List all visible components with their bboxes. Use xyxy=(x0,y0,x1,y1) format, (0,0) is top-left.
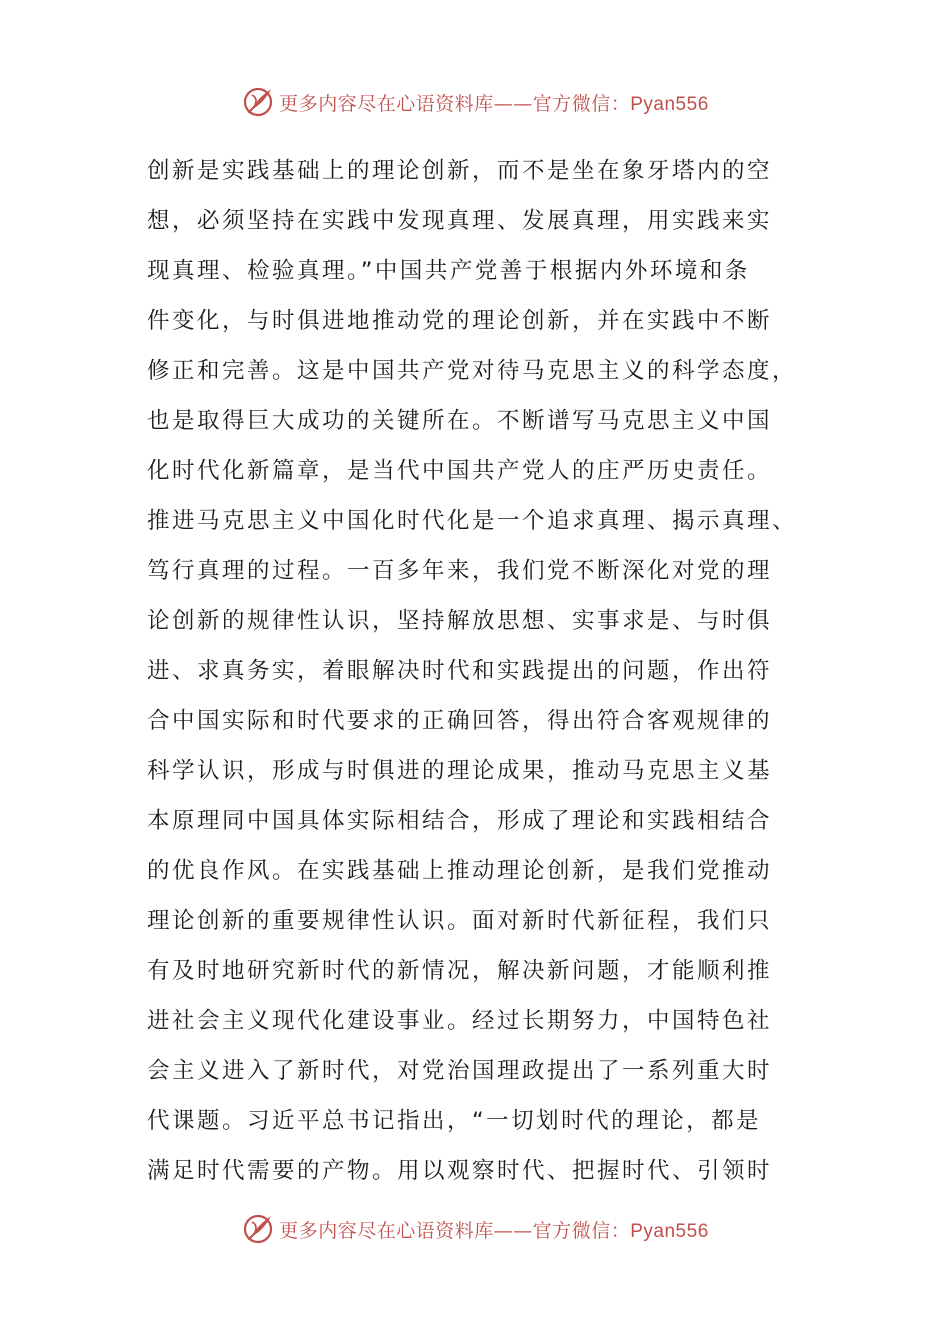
watermark-handle: Pyan556 xyxy=(630,93,709,115)
text-line: 创新是实践基础上的理论创新，而不是坐在象牙塔内的空 xyxy=(147,158,773,184)
text-line: 科学认识，形成与时俱进的理论成果，推动马克思主义基 xyxy=(147,758,773,784)
text-line: 推进马克思主义中国化时代化是一个追求真理、揭示真理、 xyxy=(147,508,798,534)
watermark-text xyxy=(279,1216,709,1243)
text-line: 论创新的规律性认识，坚持解放思想、实事求是、与时俱 xyxy=(147,608,773,634)
watermark-dash: —— xyxy=(493,1219,533,1242)
text-line: 会主义进入了新时代，对党治国理政提出了一系列重大时 xyxy=(147,1058,773,1084)
text-line: 也是取得巨大成功的关键所在。不断谱写马克思主义中国 xyxy=(147,408,773,434)
text-line: 件变化，与时俱进地推动党的理论创新，并在实践中不断 xyxy=(147,308,773,334)
text-line: 进社会主义现代化建设事业。经过长期努力，中国特色社 xyxy=(147,1008,773,1034)
watermark-official: 官方微信： xyxy=(532,1219,631,1242)
text-line: 理论创新的重要规律性认识。面对新时代新征程，我们只 xyxy=(147,908,773,934)
footer-watermark xyxy=(0,1209,950,1249)
text-line: 修正和完善。这是中国共产党对待马克思主义的科学态度， xyxy=(147,358,798,384)
text-line: 满足时代需要的产物。用以观察时代、把握时代、引领时 xyxy=(147,1158,773,1184)
watermark-handle: Pyan556 xyxy=(630,1220,709,1242)
text-line: 化时代化新篇章，是当代中国共产党人的庄严历史责任。 xyxy=(147,458,773,484)
text-line: 进、求真务实，着眼解决时代和实践提出的问题，作出符 xyxy=(147,658,773,684)
text-line: 想，必须坚持在实践中发现真理、发展真理，用实践来实 xyxy=(147,208,773,234)
text-line: 笃行真理的过程。一百多年来，我们党不断深化对党的理 xyxy=(147,558,773,584)
text-line: 代课题。习近平总书记指出，“一切划时代的理论，都是 xyxy=(147,1108,762,1134)
text-line: 合中国实际和时代要求的正确回答，得出符合客观规律的 xyxy=(147,708,773,734)
text-line: 现真理、检验真理。”中国共产党善于根据内外环境和条 xyxy=(147,258,750,284)
watermark-main: 更多内容尽在心语资料库 xyxy=(279,92,494,115)
watermark-text xyxy=(279,89,709,116)
text-line: 的优良作风。在实践基础上推动理论创新，是我们党推动 xyxy=(147,858,773,884)
text-line: 有及时地研究新时代的新情况，解决新问题，才能顺利推 xyxy=(147,958,773,984)
text-line: 本原理同中国具体实际相结合，形成了理论和实践相结合 xyxy=(147,808,773,834)
quill-logo-icon xyxy=(241,1212,275,1246)
watermark-official: 官方微信： xyxy=(532,92,631,115)
quill-logo-icon xyxy=(241,85,275,119)
document-body xyxy=(147,146,807,1196)
header-watermark xyxy=(0,82,950,122)
watermark-dash: —— xyxy=(493,92,533,115)
watermark-main: 更多内容尽在心语资料库 xyxy=(279,1219,494,1242)
